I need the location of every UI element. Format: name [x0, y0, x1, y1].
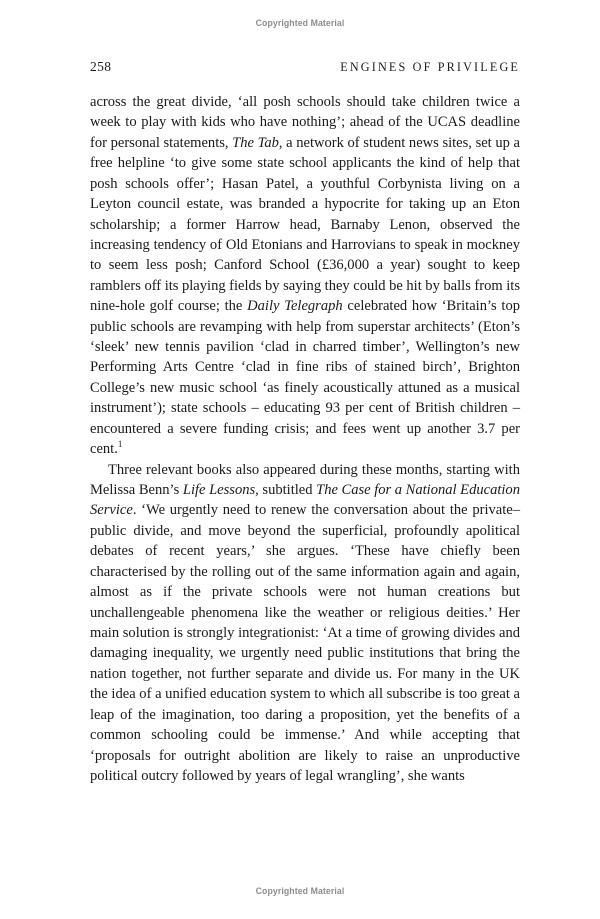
italic-title: The Tab — [232, 134, 279, 151]
paragraph-2 — [90, 460, 520, 787]
body-text — [90, 92, 520, 786]
italic-title: The Case for a National Education Service — [90, 482, 520, 519]
text-run: Three relevant books also appeared during these months, starting with Melissa Benn’s — [90, 461, 520, 499]
footnote-marker: 1 — [117, 439, 123, 450]
copyright-watermark-top: Copyrighted Material — [255, 18, 345, 29]
running-head — [90, 59, 520, 75]
page-number: 258 — [90, 59, 112, 74]
text-run: , a network of student news sites, set up a free helpline ‘to give some state school applicants the kind of help that posh schools offer’; Hasan Patel, a youthful Corbynista living on a Leyton council estate, was branded a hypocrite for taking up an Eton scholarship; a former Harrow head, Barnaby Lenon, observed the increasing tendency of Old Etonians and Harrovians to speak in mockney to seem less posh; Canford School (£36,000 a year) sought to keep ramblers off its playing fields by saying they could be hit by balls from its nine-hole golf course; the — [90, 134, 520, 315]
text-run: across the great divide, ‘all posh schools should take children twice a week to play with kids who have nothing’; ahead of the UCAS deadline for personal statements, — [90, 94, 520, 151]
italic-title: Daily Telegraph — [247, 298, 343, 315]
text-run: celebrated how ‘Britain’s top public schools are revamping with help from superstar architects’ (Eton’s ‘sleek’ new tennis pavilion ‘clad in charred timber’, Wellington’s new Performing Arts Centre ‘clad in fine ribs of stained birch’, Brighton College’s new music school ‘as finely acoustically attuned as a musical instrument’); state schools – educating 93 per cent of British children – encountered a severe funding crisis; and fees went up another 3.7 per cent. — [90, 298, 520, 458]
copyright-watermark-bottom: Copyrighted Material — [255, 886, 345, 897]
paragraph-1 — [90, 92, 520, 460]
italic-title: Life Lessons — [182, 482, 256, 499]
text-run: , subtitled — [255, 482, 317, 499]
text-run: . ‘We urgently need to renew the conversation about the private–public divide, and move beyond the superficial, profoundly apolitical debates of recent years,’ she argues. ‘These have chiefly been characterised by the rolling out of the same information again and again, almost as if the private schools were not human creations but unchallengeable phenomena like the weather or religious deities.’ Her main solution is strongly integrationist: ‘At a time of growing divides and damaging inequality, we urgently need public institutions that bring the nation together, not further separate and divide us. For many in the UK the idea of a unified education system to which all subscribe is too great a leap of the imagination, too daring a proposition, yet the benefits of a common schooling could be immense.’ And while accepting that ‘proposals for outright abolition are likely to raise an unproductive political outcry followed by years of legal wrangling’, she wants — [90, 502, 520, 784]
running-head-title: ENGINES OF PRIVILEGE — [340, 60, 520, 74]
